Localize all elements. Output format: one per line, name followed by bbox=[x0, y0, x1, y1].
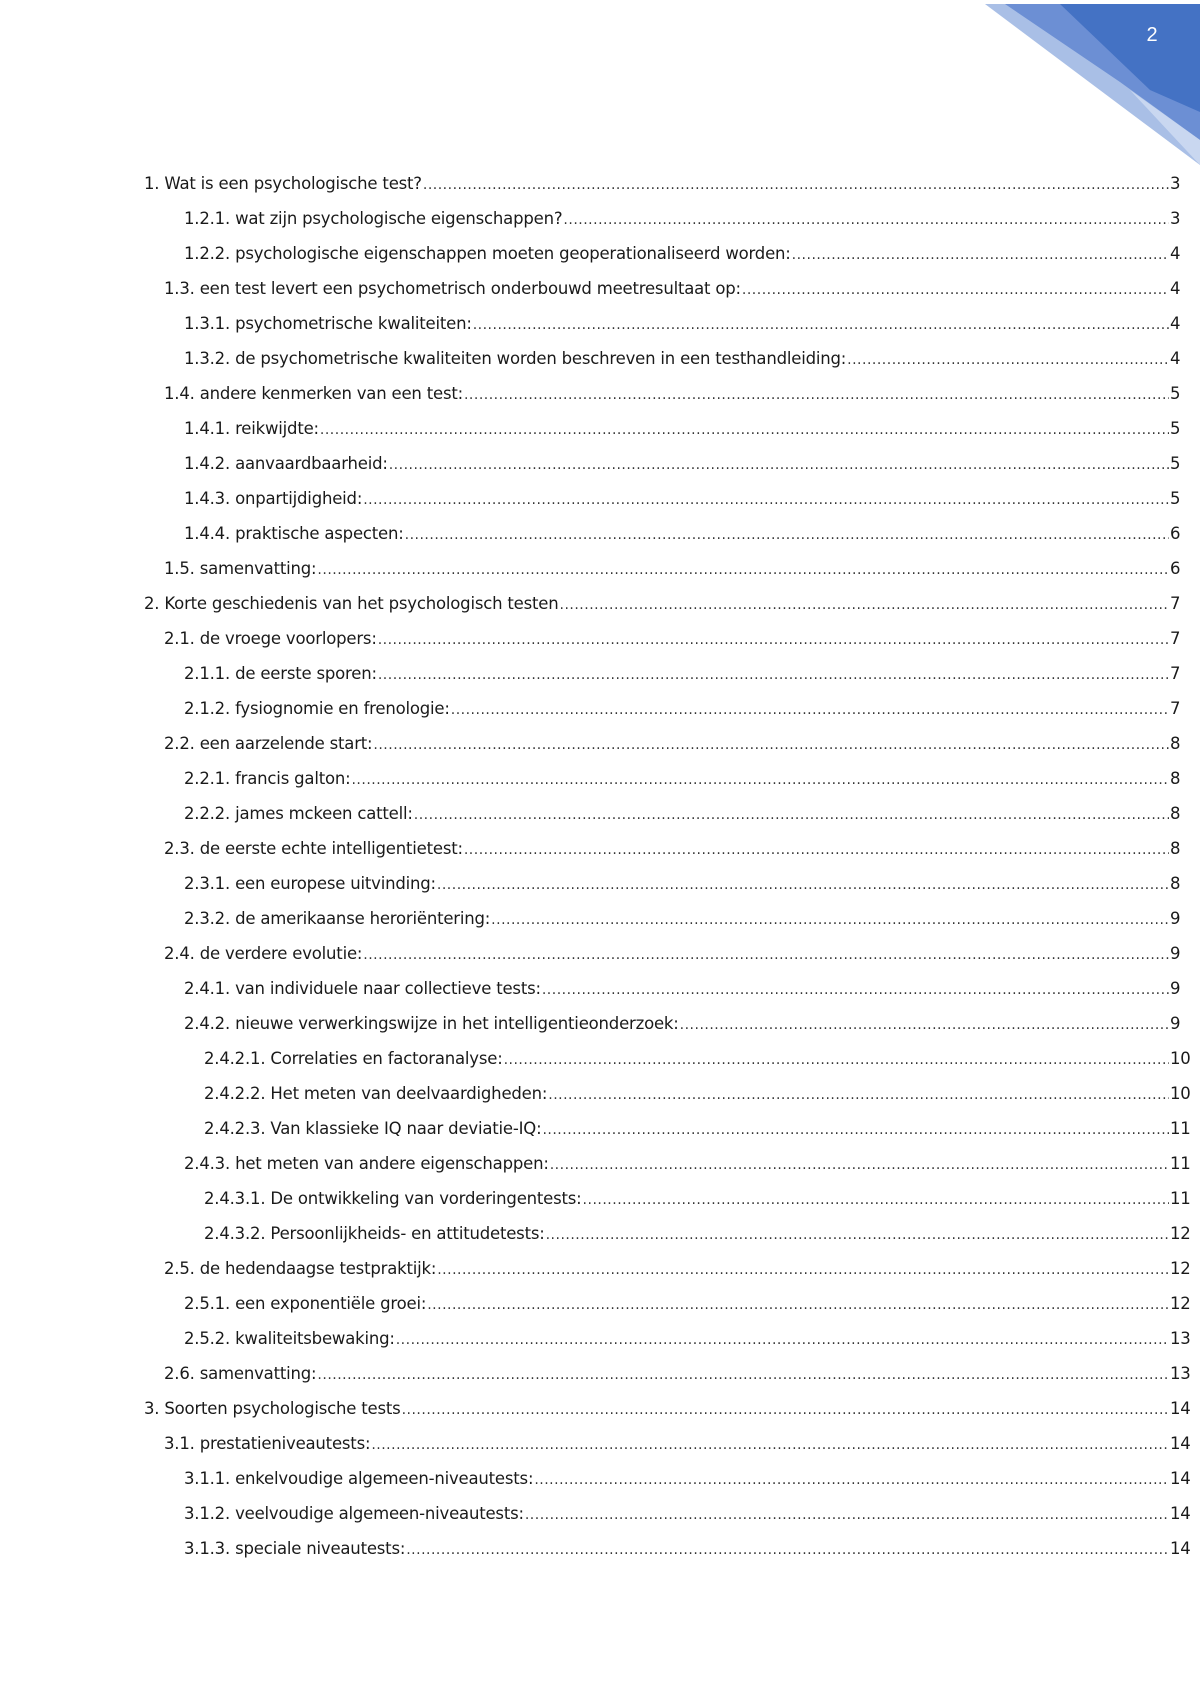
toc-entry-title[interactable]: 2.6. samenvatting: bbox=[164, 1364, 317, 1383]
toc-entry-page-number: 3 bbox=[1170, 174, 1181, 193]
toc-entry-page-number: 7 bbox=[1170, 594, 1181, 613]
toc-entry-title[interactable]: 2.3.1. een europese uitvinding: bbox=[184, 874, 436, 893]
toc-entry-title[interactable]: 2.3. de eerste echte intelligentietest: bbox=[164, 839, 463, 858]
toc-entry[interactable] bbox=[0, 1496, 1200, 1531]
toc-entry-title[interactable]: 1.4.3. onpartijdigheid: bbox=[184, 489, 363, 508]
toc-entry-title[interactable]: 2.4.2. nieuwe verwerkingswijze in het intelligentieonderzoek: bbox=[184, 1014, 679, 1033]
toc-entry-title[interactable]: 1.2.2. psychologische eigenschappen moeten geoperationaliseerd worden: bbox=[184, 244, 791, 263]
toc-entry-title[interactable]: 2.4.1. van individuele naar collectieve tests: bbox=[184, 979, 541, 998]
toc-entry-title[interactable]: 2.4.3. het meten van andere eigenschappen: bbox=[184, 1154, 549, 1173]
toc-entry[interactable] bbox=[0, 1111, 1200, 1146]
toc-entry-page-number: 4 bbox=[1170, 349, 1181, 368]
toc-dot-leader bbox=[583, 1183, 1169, 1218]
toc-entry[interactable] bbox=[0, 1006, 1200, 1041]
toc-entry-page-number: 4 bbox=[1170, 314, 1181, 333]
toc-entry-title[interactable]: 2.3.2. de amerikaanse heroriëntering: bbox=[184, 909, 491, 928]
toc-entry-title[interactable]: 2.4.2.3. Van klassieke IQ naar deviatie-IQ: bbox=[204, 1119, 542, 1138]
toc-entry-title[interactable]: 2.5.2. kwaliteitsbewaking: bbox=[184, 1329, 395, 1348]
toc-entry[interactable] bbox=[0, 831, 1200, 866]
toc-entry-page-number: 9 bbox=[1170, 979, 1181, 998]
toc-entry-page-number: 12 bbox=[1170, 1294, 1191, 1313]
toc-entry-title[interactable]: 3.1.3. speciale niveautests: bbox=[184, 1539, 406, 1558]
toc-dot-leader bbox=[396, 1323, 1169, 1358]
toc-entry-page-number: 7 bbox=[1170, 664, 1181, 683]
toc-entry[interactable] bbox=[0, 1356, 1200, 1391]
toc-entry[interactable] bbox=[0, 1426, 1200, 1461]
toc-entry[interactable] bbox=[0, 1251, 1200, 1286]
toc-entry-page-number: 6 bbox=[1170, 559, 1181, 578]
toc-entry[interactable] bbox=[0, 691, 1200, 726]
toc-entry-page-number: 9 bbox=[1170, 1014, 1181, 1033]
toc-entry-page-number: 4 bbox=[1170, 279, 1181, 298]
toc-dot-leader bbox=[546, 1218, 1169, 1253]
toc-entry-title[interactable]: 2.4.2.1. Correlaties en factoranalyse: bbox=[204, 1049, 503, 1068]
toc-entry[interactable] bbox=[0, 901, 1200, 936]
toc-dot-leader bbox=[363, 483, 1169, 518]
toc-entry-page-number: 8 bbox=[1170, 734, 1181, 753]
toc-entry[interactable] bbox=[0, 306, 1200, 341]
toc-dot-leader bbox=[560, 588, 1170, 623]
toc-dot-leader bbox=[373, 728, 1169, 763]
toc-entry[interactable] bbox=[0, 411, 1200, 446]
toc-entry-page-number: 10 bbox=[1170, 1084, 1191, 1103]
toc-entry-title[interactable]: 1.3. een test levert een psychometrisch onderbouwd meetresultaat op: bbox=[164, 279, 741, 298]
toc-entry-title[interactable]: 3.1.1. enkelvoudige algemeen-niveautests: bbox=[184, 1469, 534, 1488]
toc-entry[interactable] bbox=[0, 1216, 1200, 1251]
toc-entry-title[interactable]: 2. Korte geschiedenis van het psychologisch testen bbox=[144, 594, 559, 613]
toc-dot-leader bbox=[437, 1253, 1169, 1288]
toc-entry[interactable] bbox=[0, 1181, 1200, 1216]
toc-entry[interactable] bbox=[0, 1286, 1200, 1321]
toc-entry-title[interactable]: 2.5.1. een exponentiële groei: bbox=[184, 1294, 427, 1313]
toc-entry[interactable] bbox=[0, 586, 1200, 621]
toc-dot-leader bbox=[451, 693, 1169, 728]
toc-entry-title[interactable]: 2.4.3.1. De ontwikkeling van vorderingentests: bbox=[204, 1189, 582, 1208]
toc-dot-leader bbox=[542, 1113, 1169, 1148]
toc-dot-leader bbox=[427, 1288, 1169, 1323]
toc-entry[interactable] bbox=[0, 656, 1200, 691]
toc-entry-title[interactable]: 1. Wat is een psychologische test? bbox=[144, 174, 422, 193]
toc-entry-title[interactable]: 1.2.1. wat zijn psychologische eigenschappen? bbox=[184, 209, 563, 228]
toc-entry-page-number: 8 bbox=[1170, 769, 1181, 788]
toc-entry-page-number: 12 bbox=[1170, 1259, 1191, 1278]
toc-entry-page-number: 3 bbox=[1170, 209, 1181, 228]
toc-entry[interactable] bbox=[0, 271, 1200, 306]
toc-dot-leader bbox=[847, 343, 1169, 378]
toc-entry-page-number: 9 bbox=[1170, 944, 1181, 963]
toc-entry-title[interactable]: 1.5. samenvatting: bbox=[164, 559, 317, 578]
toc-dot-leader bbox=[464, 378, 1169, 413]
toc-dot-leader bbox=[550, 1148, 1169, 1183]
toc-dot-leader bbox=[491, 903, 1169, 938]
toc-entry[interactable] bbox=[0, 516, 1200, 551]
toc-dot-leader bbox=[563, 203, 1169, 238]
toc-dot-leader bbox=[378, 658, 1169, 693]
toc-entry-page-number: 5 bbox=[1170, 419, 1181, 438]
toc-dot-leader bbox=[402, 1393, 1169, 1428]
toc-entry-title[interactable]: 2.2. een aarzelende start: bbox=[164, 734, 373, 753]
toc-entry[interactable] bbox=[0, 1041, 1200, 1076]
toc-entry-title[interactable]: 2.4.2.2. Het meten van deelvaardigheden: bbox=[204, 1084, 548, 1103]
toc-dot-leader bbox=[351, 763, 1169, 798]
toc-entry-title[interactable]: 3.1. prestatieniveautests: bbox=[164, 1434, 371, 1453]
toc-entry[interactable] bbox=[0, 726, 1200, 761]
toc-entry-title[interactable]: 2.4.3.2. Persoonlijkheids- en attitudetests: bbox=[204, 1224, 545, 1243]
toc-entry-page-number: 11 bbox=[1170, 1189, 1191, 1208]
toc-entry-page-number: 8 bbox=[1170, 804, 1181, 823]
toc-entry[interactable] bbox=[0, 796, 1200, 831]
toc-dot-leader bbox=[371, 1428, 1169, 1463]
toc-entry-title[interactable]: 1.3.2. de psychometrische kwaliteiten worden beschreven in een testhandleiding: bbox=[184, 349, 847, 368]
toc-entry-title[interactable]: 3.1.2. veelvoudige algemeen-niveautests: bbox=[184, 1504, 524, 1523]
toc-entry[interactable] bbox=[0, 341, 1200, 376]
toc-entry-title[interactable]: 3. Soorten psychologische tests bbox=[144, 1399, 401, 1418]
toc-dot-leader bbox=[792, 238, 1169, 273]
toc-entry-page-number: 4 bbox=[1170, 244, 1181, 263]
toc-dot-leader bbox=[437, 868, 1169, 903]
toc-dot-leader bbox=[363, 938, 1169, 973]
toc-entry-title[interactable]: 1.4.4. praktische aspecten: bbox=[184, 524, 404, 543]
toc-dot-leader bbox=[742, 273, 1169, 308]
toc-entry-title[interactable]: 2.5. de hedendaagse testpraktijk: bbox=[164, 1259, 437, 1278]
toc-entry[interactable] bbox=[0, 446, 1200, 481]
toc-dot-leader bbox=[317, 553, 1169, 588]
toc-entry-page-number: 14 bbox=[1170, 1469, 1191, 1488]
toc-entry-title[interactable]: 1.4. andere kenmerken van een test: bbox=[164, 384, 463, 403]
toc-entry-page-number: 13 bbox=[1170, 1329, 1191, 1348]
toc-entry-page-number: 11 bbox=[1170, 1119, 1191, 1138]
toc-entry-page-number: 5 bbox=[1170, 384, 1181, 403]
toc-entry-page-number: 6 bbox=[1170, 524, 1181, 543]
toc-dot-leader bbox=[525, 1498, 1169, 1533]
toc-entry[interactable] bbox=[0, 761, 1200, 796]
toc-entry[interactable] bbox=[0, 481, 1200, 516]
toc-entry[interactable] bbox=[0, 936, 1200, 971]
toc-entry[interactable] bbox=[0, 376, 1200, 411]
toc-entry-page-number: 7 bbox=[1170, 699, 1181, 718]
toc-entry-page-number: 5 bbox=[1170, 489, 1181, 508]
toc-dot-leader bbox=[378, 623, 1169, 658]
toc-dot-leader bbox=[473, 308, 1169, 343]
toc-entry[interactable] bbox=[0, 1321, 1200, 1356]
toc-entry[interactable] bbox=[0, 201, 1200, 236]
toc-dot-leader bbox=[423, 168, 1169, 203]
table-of-contents bbox=[0, 166, 1200, 1566]
toc-entry-page-number: 10 bbox=[1170, 1049, 1191, 1068]
toc-entry-title[interactable]: 1.4.2. aanvaardbaarheid: bbox=[184, 454, 388, 473]
toc-entry[interactable] bbox=[0, 621, 1200, 656]
toc-entry-page-number: 14 bbox=[1170, 1539, 1191, 1558]
toc-entry-page-number: 5 bbox=[1170, 454, 1181, 473]
toc-dot-leader bbox=[548, 1078, 1169, 1113]
toc-entry-title[interactable]: 2.1. de vroege voorlopers: bbox=[164, 629, 377, 648]
toc-entry[interactable] bbox=[0, 971, 1200, 1006]
toc-entry[interactable] bbox=[0, 1461, 1200, 1496]
toc-entry[interactable] bbox=[0, 866, 1200, 901]
toc-entry-title[interactable]: 2.1.1. de eerste sporen: bbox=[184, 664, 377, 683]
toc-entry-page-number: 14 bbox=[1170, 1504, 1191, 1523]
toc-entry[interactable] bbox=[0, 1146, 1200, 1181]
toc-entry-title[interactable]: 2.2.1. francis galton: bbox=[184, 769, 351, 788]
toc-entry-page-number: 8 bbox=[1170, 874, 1181, 893]
toc-entry-page-number: 13 bbox=[1170, 1364, 1191, 1383]
toc-dot-leader bbox=[317, 1358, 1169, 1393]
toc-dot-leader bbox=[405, 518, 1169, 553]
toc-entry-page-number: 14 bbox=[1170, 1399, 1191, 1418]
toc-entry-title[interactable]: 2.1.2. fysiognomie en frenologie: bbox=[184, 699, 450, 718]
toc-entry-title[interactable]: 1.4.1. reikwijdte: bbox=[184, 419, 319, 438]
toc-dot-leader bbox=[542, 973, 1169, 1008]
toc-entry[interactable] bbox=[0, 1391, 1200, 1426]
toc-dot-leader bbox=[534, 1463, 1169, 1498]
toc-dot-leader bbox=[389, 448, 1169, 483]
toc-entry[interactable] bbox=[0, 1531, 1200, 1566]
toc-entry[interactable] bbox=[0, 551, 1200, 586]
toc-entry-page-number: 11 bbox=[1170, 1154, 1191, 1173]
toc-entry[interactable] bbox=[0, 1076, 1200, 1111]
toc-dot-leader bbox=[504, 1043, 1169, 1078]
toc-dot-leader bbox=[464, 833, 1169, 868]
toc-entry[interactable] bbox=[0, 236, 1200, 271]
toc-dot-leader bbox=[406, 1533, 1169, 1568]
toc-entry-page-number: 12 bbox=[1170, 1224, 1191, 1243]
toc-entry-page-number: 14 bbox=[1170, 1434, 1191, 1453]
toc-entry-title[interactable]: 2.4. de verdere evolutie: bbox=[164, 944, 363, 963]
toc-entry-page-number: 9 bbox=[1170, 909, 1181, 928]
toc-dot-leader bbox=[414, 798, 1169, 833]
toc-dot-leader bbox=[320, 413, 1169, 448]
toc-entry[interactable] bbox=[0, 166, 1200, 201]
toc-entry-page-number: 7 bbox=[1170, 629, 1181, 648]
toc-dot-leader bbox=[680, 1008, 1169, 1043]
toc-entry-page-number: 8 bbox=[1170, 839, 1181, 858]
page-number: 2 bbox=[1146, 24, 1158, 46]
toc-entry-title[interactable]: 2.2.2. james mckeen cattell: bbox=[184, 804, 413, 823]
toc-entry-title[interactable]: 1.3.1. psychometrische kwaliteiten: bbox=[184, 314, 472, 333]
